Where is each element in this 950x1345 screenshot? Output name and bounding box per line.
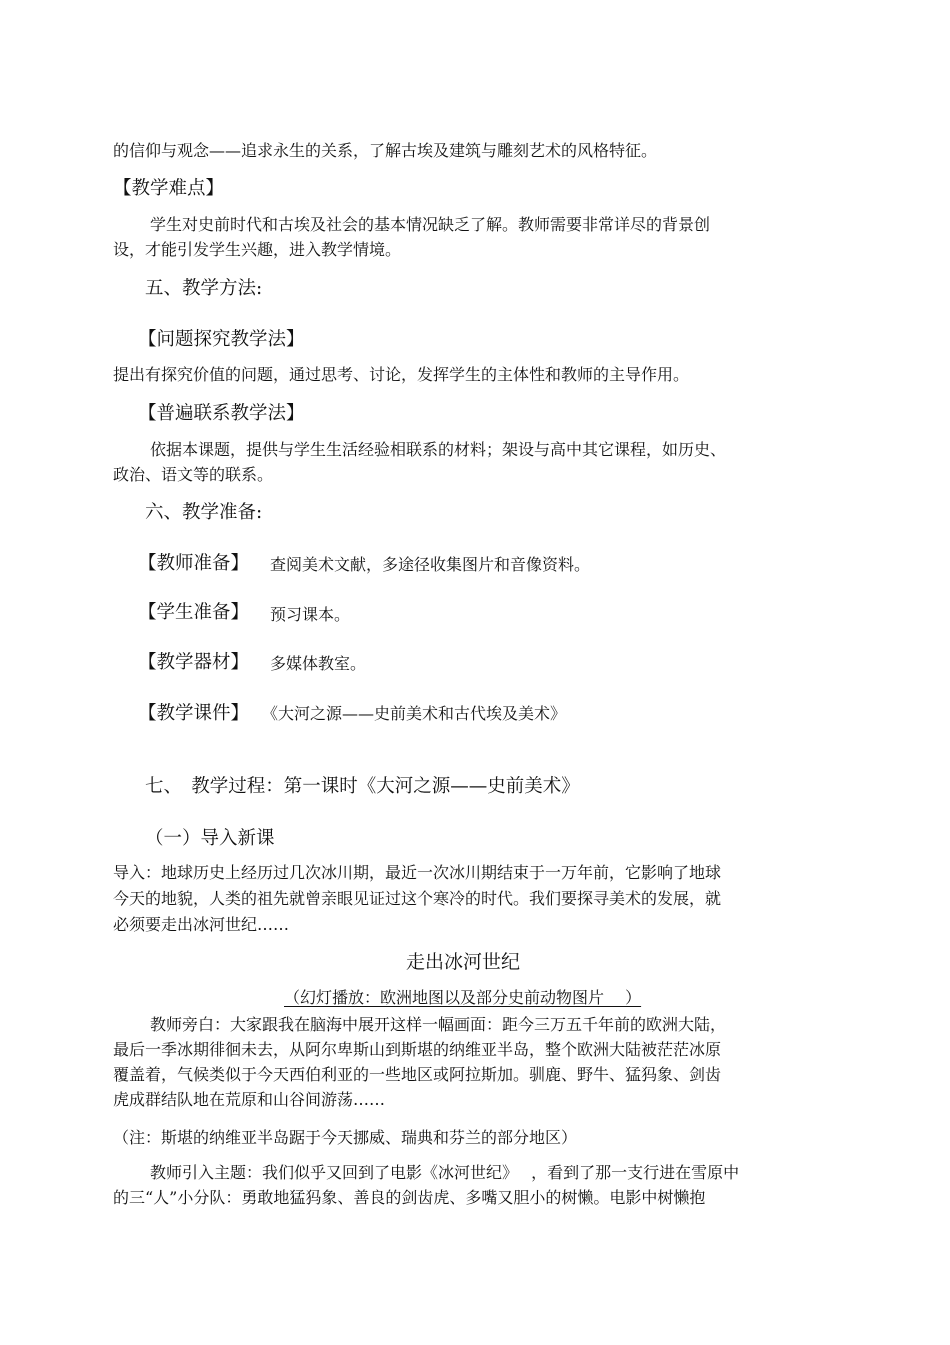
slide-note: （幻灯播放：欧洲地图以及部分史前动物图片 ） [284,988,642,1007]
prep-equipment-text: 多媒体教室。 [270,654,367,673]
section-heading-process: 七、 教学过程：第一课时《大河之源——史前美术》 [145,776,580,797]
prep-teacher-text: 查阅美术文献，多途径收集图片和音像资料。 [270,555,591,574]
centered-subtitle: 走出冰河世纪 [406,951,521,973]
section-heading-preparation: 六、教学准备: [145,502,263,523]
body-line: 虎成群结队地在荒原和山谷间游荡…… [113,1090,386,1109]
prep-student-text: 预习课本。 [270,605,351,624]
body-line: 政治、语文等的联系。 [113,465,274,484]
prep-courseware-text: 《大河之源——史前美术和古代埃及美术》 [262,704,567,723]
section-heading-methods: 五、教学方法: [145,278,263,299]
body-line: 教师旁白：大家跟我在脑海中展开这样一幅画面：距今三万五千年前的欧洲大陆， [150,1015,727,1034]
prep-courseware-label: 【教学课件】 [138,703,250,724]
body-line: 的信仰与观念——追求永生的关系，了解古埃及建筑与雕刻艺术的风格特征。 [113,141,658,160]
body-line: 教师引入主题：我们似乎又回到了电影《冰河世纪》 ，看到了那一支行进在雪原中 [150,1163,740,1182]
body-line: 今天的地貌，人类的祖先就曾亲眼见证过这个寒冷的时代。我们要探寻美术的发展，就 [113,889,722,908]
body-line: 设，才能引发学生兴趣，进入教学情境。 [113,240,402,259]
prep-teacher-label: 【教师准备】 [138,553,250,574]
heading-inquiry-method: 【问题探究教学法】 [138,329,305,350]
prep-student-label: 【学生准备】 [138,602,250,623]
body-line: 依据本课题，提供与学生生活经验相联系的材料；架设与高中其它课程，如历史、 [150,440,727,459]
body-line: 最后一季冰期徘徊未去，从阿尔卑斯山到斯堪的纳维亚半岛，整个欧洲大陆被茫茫冰原 [113,1040,722,1059]
subheading-intro: （一）导入新课 [145,828,275,849]
body-line: 提出有探究价值的问题，通过思考、讨论，发挥学生的主体性和教师的主导作用。 [113,365,690,384]
footnote-line: （注：斯堪的纳维亚半岛踞于今天挪威、瑞典和芬兰的部分地区） [113,1128,578,1147]
body-line: 必须要走出冰河世纪…… [113,915,290,934]
body-line: 学生对史前时代和古埃及社会的基本情况缺乏了解。教师需要非常详尽的背景创 [150,215,711,234]
body-line: 的三“人”小分队：勇敢地猛犸象、善良的剑齿虎、多嘴又胆小的树懒。电影中树懒抱 [113,1188,706,1207]
body-line: 导入：地球历史上经历过几次冰川期，最近一次冰川期结束于一万年前，它影响了地球 [113,863,722,882]
heading-teaching-difficulty: 【教学难点】 [113,178,225,199]
heading-link-method: 【普遍联系教学法】 [138,403,305,424]
prep-equipment-label: 【教学器材】 [138,652,250,673]
body-line: 覆盖着，气候类似于今天西伯利亚的一些地区或阿拉斯加。驯鹿、野牛、猛犸象、剑齿 [113,1065,722,1084]
